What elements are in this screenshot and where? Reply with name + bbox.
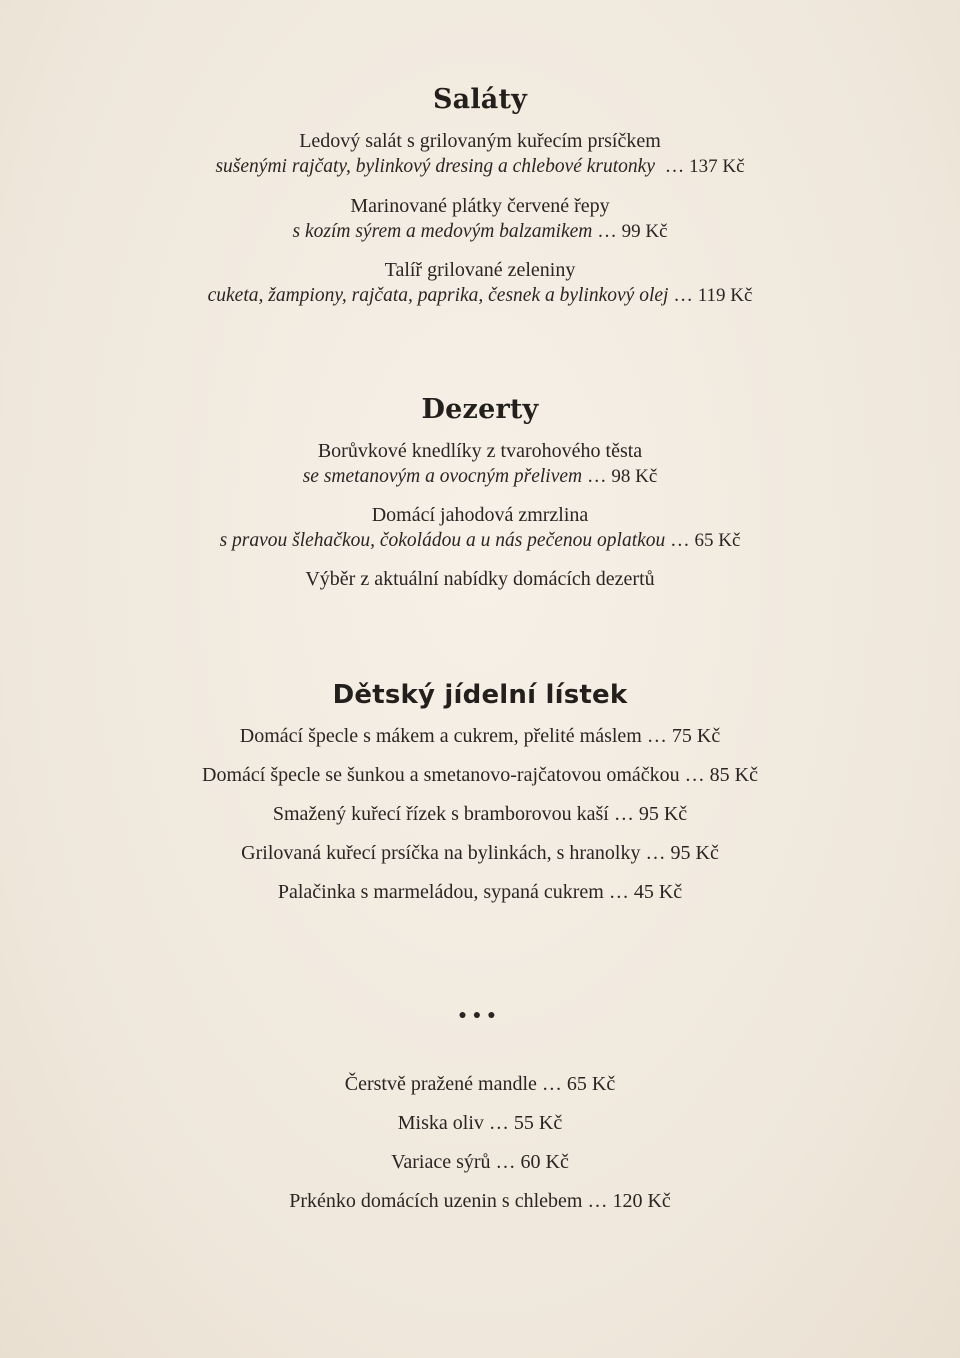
- ellipsis: …: [684, 764, 705, 786]
- desserts-section: [0, 392, 960, 592]
- item-name: Talíř grilované zeleniny: [384, 259, 576, 281]
- menu-item: [0, 1071, 960, 1097]
- salads-section: [0, 82, 960, 309]
- item-name: Domácí špecle se šunkou a smetanovo-rajčatovou omáčkou: [202, 764, 680, 786]
- item-price: 75 Kč: [671, 725, 721, 747]
- item-price: 95 Kč: [670, 842, 719, 864]
- menu-item: [0, 128, 960, 180]
- salads-heading: Saláty: [432, 84, 528, 115]
- item-price: 65 Kč: [694, 530, 741, 551]
- item-price: 137 Kč: [689, 156, 745, 177]
- item-name: Čerstvě pražené mandle: [344, 1073, 537, 1095]
- item-desc-line: [0, 283, 960, 309]
- ellipsis: …: [673, 285, 693, 306]
- kids-section: [0, 677, 960, 905]
- kids-heading: Dětský jídelní lístek: [332, 680, 628, 710]
- desserts-heading: Dezerty: [421, 394, 539, 425]
- item-desc: s kozím sýrem a medovým balzamikem: [292, 221, 593, 242]
- ellipsis: …: [613, 803, 634, 825]
- item-desc: se smetanovým a ovocným přelivem: [302, 466, 583, 487]
- item-price: 99 Kč: [621, 221, 668, 242]
- item-price: 65 Kč: [566, 1073, 616, 1095]
- menu-item: [0, 193, 960, 245]
- item-name: Prkénko domácích uzenin s chlebem: [289, 1190, 583, 1212]
- item-name: Miska oliv: [397, 1112, 484, 1134]
- item-price: 95 Kč: [638, 803, 688, 825]
- item-desc-line: [0, 464, 960, 490]
- ellipsis: …: [597, 221, 617, 242]
- item-name: Smažený kuřecí řízek s bramborovou kaší: [272, 803, 609, 825]
- desserts-note: Výběr z aktuální nabídky domácích dezertů: [305, 568, 655, 590]
- item-desc-line: [0, 528, 960, 554]
- item-name: Palačinka s marmeládou, sypaná cukrem: [277, 881, 604, 903]
- item-name: Domácí jahodová zmrzlina: [371, 504, 589, 526]
- item-price: 98 Kč: [611, 466, 658, 487]
- item-name: Variace sýrů: [391, 1151, 491, 1173]
- ellipsis: …: [670, 530, 690, 551]
- item-desc-line: [0, 154, 960, 180]
- menu-item: [0, 762, 960, 788]
- item-price: 85 Kč: [709, 764, 758, 786]
- item-name: Borůvkové knedlíky z tvarohového těsta: [317, 440, 643, 462]
- menu-item: [0, 1188, 960, 1214]
- menu-item: [0, 1149, 960, 1175]
- menu-item: [0, 801, 960, 827]
- item-price: 119 Kč: [697, 285, 753, 306]
- menu-item: [0, 879, 960, 905]
- item-name: Grilovaná kuřecí prsíčka na bylinkách, s hranolky: [241, 842, 641, 864]
- item-desc: sušenými rajčaty, bylinkový dresing a chlebové krutonky: [215, 156, 655, 177]
- item-price: 45 Kč: [633, 881, 683, 903]
- ellipsis: …: [495, 1151, 516, 1173]
- menu-item: [0, 723, 960, 749]
- menu-item: [0, 840, 960, 866]
- ellipsis: …: [645, 842, 666, 864]
- ellipsis: …: [664, 156, 685, 177]
- item-price: 60 Kč: [520, 1151, 569, 1173]
- ellipsis: …: [646, 725, 667, 747]
- ellipsis: …: [608, 881, 629, 903]
- ellipsis: …: [541, 1073, 562, 1095]
- item-price: 120 Kč: [612, 1190, 671, 1212]
- menu-item: [0, 502, 960, 554]
- menu-item: [0, 438, 960, 490]
- item-price: 55 Kč: [513, 1112, 563, 1134]
- dot-divider: ●●●: [458, 1008, 502, 1023]
- ellipsis: …: [587, 1190, 608, 1212]
- ellipsis: …: [587, 466, 607, 487]
- item-name: Marinované plátky červené řepy: [350, 195, 610, 217]
- menu-item: [0, 1110, 960, 1136]
- item-name: Ledový salát s grilovaným kuřecím prsíčkem: [299, 130, 661, 152]
- snacks-section: [0, 1071, 960, 1214]
- item-desc-line: [0, 219, 960, 245]
- item-desc: cuketa, žampiony, rajčata, paprika, česnek a bylinkový olej: [207, 285, 669, 306]
- menu-item: [0, 257, 960, 309]
- ellipsis: …: [488, 1112, 509, 1134]
- item-name: Domácí špecle s mákem a cukrem, přelité máslem: [239, 725, 642, 747]
- item-desc: s pravou šlehačkou, čokoládou a u nás pečenou oplatkou: [219, 530, 666, 551]
